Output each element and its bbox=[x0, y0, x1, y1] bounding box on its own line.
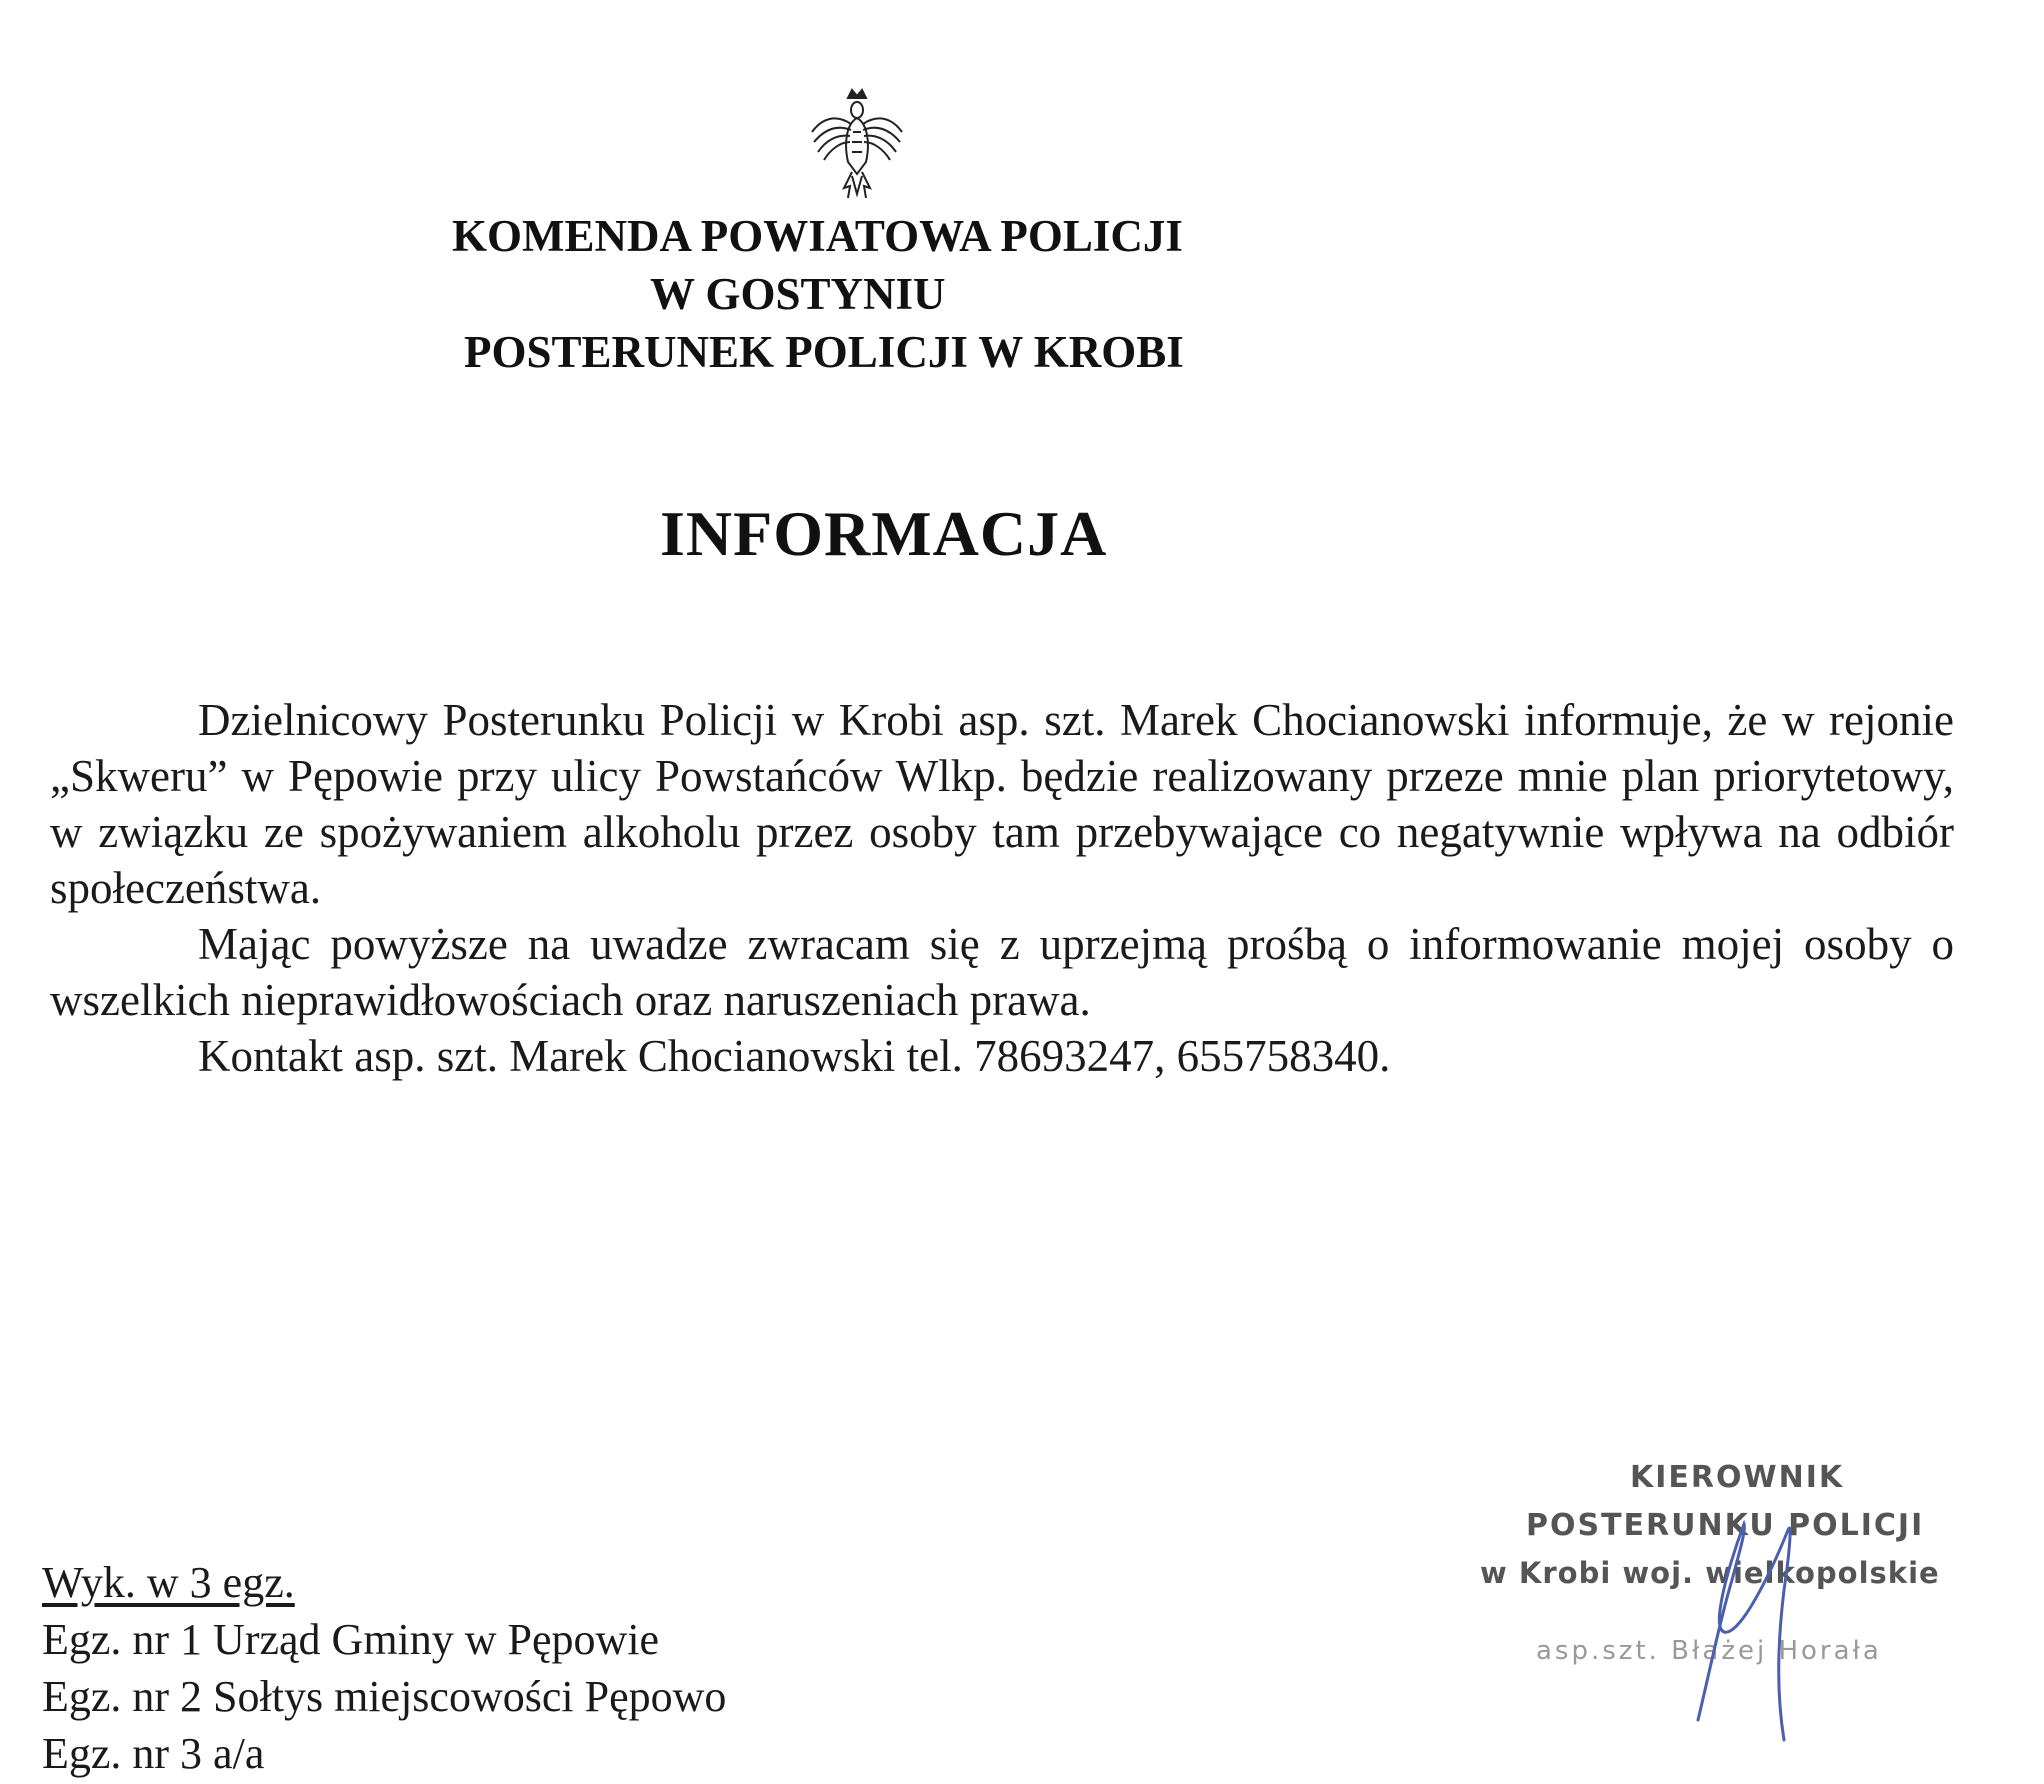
header-line-gostyn: W GOSTYNIU bbox=[650, 269, 946, 319]
stamp-name: asp.szt. Błażej Horała bbox=[1536, 1636, 1882, 1666]
distribution-item: Egz. nr 2 Sołtys miejscowości Pępowo bbox=[42, 1672, 727, 1721]
polish-eagle-emblem bbox=[806, 84, 908, 204]
stamp-line-posterunek: POSTERUNKU POLICJI bbox=[1526, 1508, 1925, 1543]
distribution-item: Egz. nr 3 a/a bbox=[42, 1729, 265, 1778]
paragraph-text: Mając powyższe na uwadze zwracam się z uprzejmą prośbą o informowanie mojej osoby o wszelkich nieprawidłowościach oraz naruszeniach prawa. bbox=[50, 919, 1954, 1025]
body-paragraph-1 bbox=[50, 692, 1954, 916]
distribution-heading: Wyk. w 3 egz. bbox=[42, 1558, 295, 1607]
contact-text: Kontakt asp. szt. Marek Chocianowski tel. 78693247, 655758340. bbox=[198, 1031, 1391, 1081]
header-line-posterunek: POSTERUNEK POLICJI W KROBI bbox=[464, 327, 1184, 377]
document-title: INFORMACJA bbox=[660, 498, 1108, 569]
handwritten-signature bbox=[1680, 1490, 1820, 1750]
stamp-line-krobi: w Krobi woj. wielkopolskie bbox=[1480, 1556, 1940, 1590]
paragraph-text: Dzielnicowy Posterunku Policji w Krobi asp. szt. Marek Chocianowski informuje, że w rejonie „Skweru” w Pępowie przy ulicy Powstańców Wlkp. będzie realizowany przeze mnie plan priorytetowy, w związku ze spożywaniem alkoholu przez osoby tam przebywające co negatywnie wpływa na odbiór społeczeństwa. bbox=[50, 695, 1954, 913]
contact-line bbox=[50, 1028, 1954, 1084]
distribution-list bbox=[42, 1554, 726, 1782]
header-line-komenda: KOMENDA POWIATOWA POLICJI bbox=[452, 211, 1183, 261]
stamp-line-kierownik: KIEROWNIK bbox=[1630, 1460, 1845, 1495]
distribution-item: Egz. nr 1 Urząd Gminy w Pępowie bbox=[42, 1615, 660, 1664]
body-paragraph-2 bbox=[50, 916, 1954, 1028]
